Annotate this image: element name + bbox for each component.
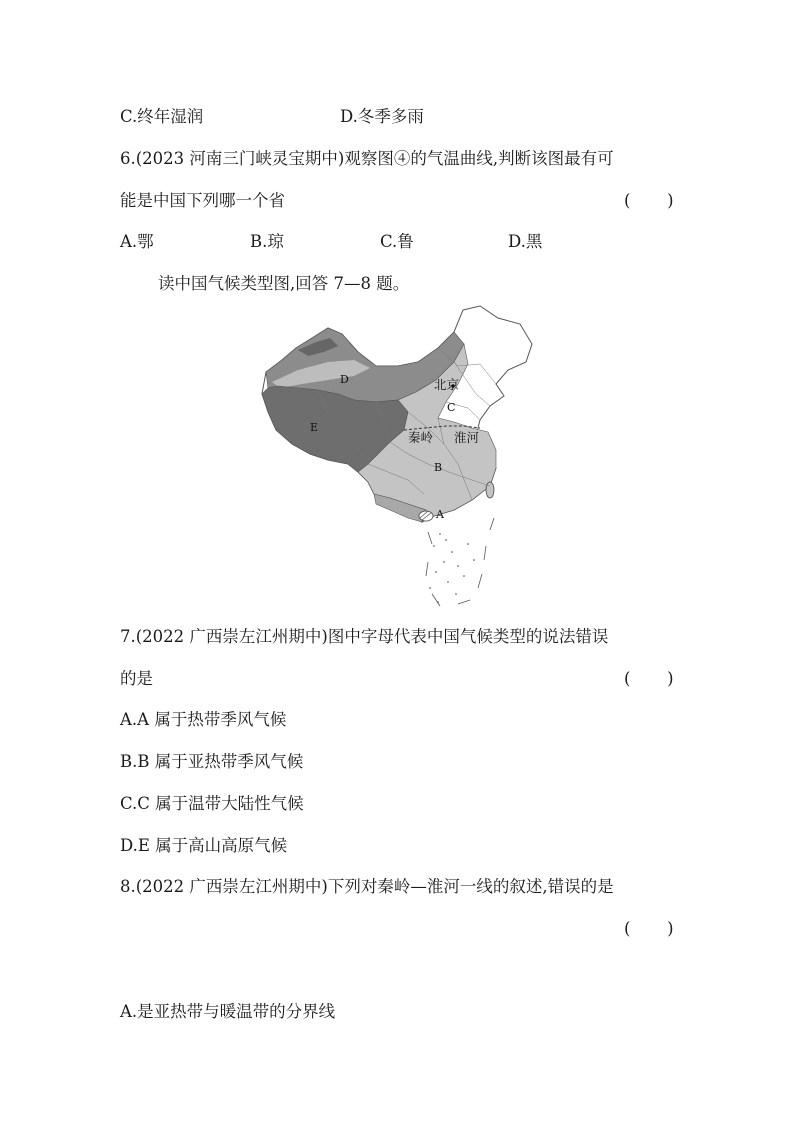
map-label-d: D: [340, 373, 349, 386]
map-scs-islands: [429, 533, 475, 603]
q6-option-d: D.黑: [508, 232, 543, 251]
q7-option-d: D.E 属于高山高原气候: [120, 836, 288, 855]
q6-option-b: B.琼: [250, 232, 284, 251]
map-label-qinling: 秦岭: [408, 430, 434, 445]
map-label-c: C: [447, 401, 456, 414]
map-label-beijing: 北京: [434, 377, 460, 392]
q7-stem-line2: 的是: [120, 669, 153, 688]
q8-stem-line1: 8.(2022 广西崇左江州期中)下列对秦岭—淮河一线的叙述,错误的是: [120, 877, 614, 896]
china-climate-map: [258, 304, 538, 612]
q5-option-c: C.终年湿润: [120, 107, 204, 126]
china-climate-map-svg: [258, 304, 538, 612]
map-label-huaihe: 淮河: [454, 430, 480, 445]
q6-option-a: A.鄂: [120, 232, 154, 251]
map-label-b: B: [434, 461, 443, 474]
q6-answer-parens: ( ): [624, 191, 674, 210]
map-label-e: E: [310, 421, 319, 434]
q6-stem-line2: 能是中国下列哪一个省: [120, 191, 285, 210]
q7-option-a: A.A 属于热带季风气候: [120, 710, 287, 729]
figure-intro: 读中国气候类型图,回答 7—8 题。: [158, 274, 410, 293]
q8-option-a: A.是亚热带与暖温带的分界线: [120, 1002, 336, 1021]
map-label-a: A: [436, 508, 444, 521]
q8-answer-parens: ( ): [624, 919, 674, 938]
map-nine-dash-line: [426, 518, 494, 606]
q5-option-d: D.冬季多雨: [340, 107, 424, 126]
q7-option-b: B.B 属于亚热带季风气候: [120, 752, 304, 771]
q7-answer-parens: ( ): [624, 669, 674, 688]
map-taiwan-island: [486, 482, 494, 498]
q7-stem-line1: 7.(2022 广西崇左江州期中)图中字母代表中国气候类型的说法错误: [120, 627, 609, 646]
q6-option-c: C.鲁: [380, 232, 414, 251]
q6-stem-line1: 6.(2023 河南三门峡灵宝期中)观察图④的气温曲线,判断该图最有可: [120, 149, 614, 168]
q7-option-c: C.C 属于温带大陆性气候: [120, 794, 304, 813]
